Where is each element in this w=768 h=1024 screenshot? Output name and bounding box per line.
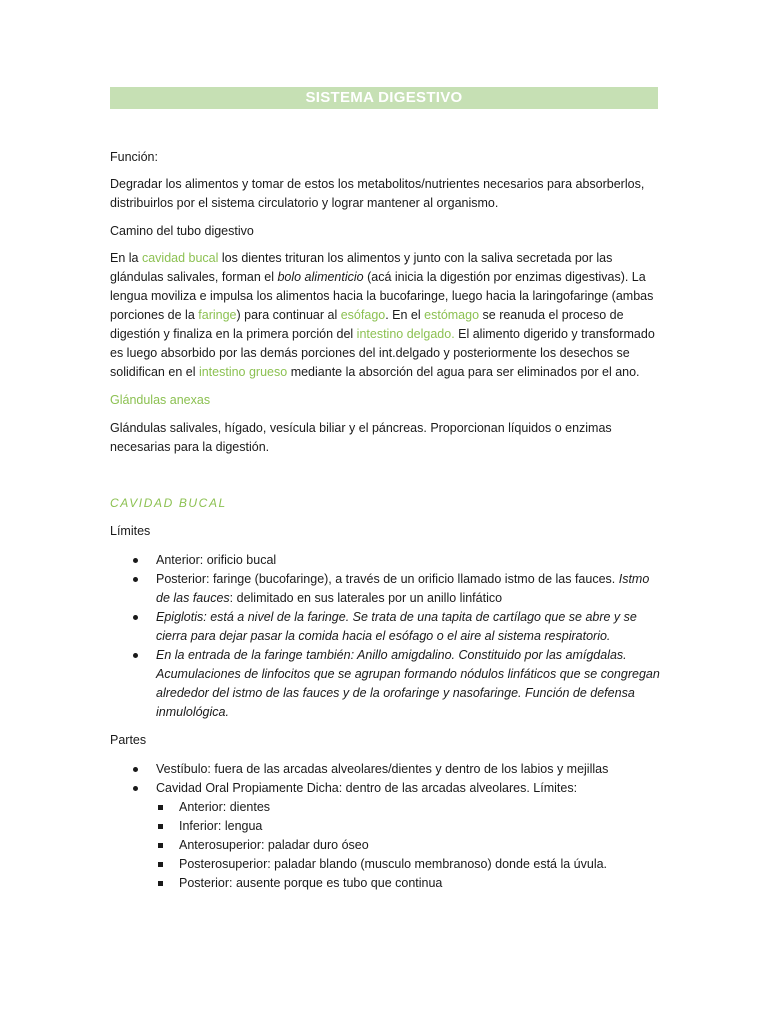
cavidad-oral-limites-list — [110, 798, 660, 893]
term-faringe: faringe — [198, 308, 237, 322]
camino-text: (acá inicia la digestión por enzimas digestivas). La lengua moviliza e impulsa los alimentos hacia la bucofaringe, luego hacia la laringofaringe (ambas porciones de la — [110, 270, 654, 322]
document-title: SISTEMA DIGESTIVO — [110, 87, 658, 109]
camino-paragraph — [110, 249, 660, 382]
term-cavidad-bucal: cavidad bucal — [141, 251, 219, 265]
limites-list — [110, 551, 660, 722]
camino-text: mediante la absorción del agua para ser eliminados por el ano. — [287, 365, 640, 379]
sub-list-item: Posterosuperior: paladar blando (musculo membranoso) donde está la úvula. — [110, 855, 660, 874]
term-esofago: esófago — [340, 308, 386, 322]
list-item: En la entrada de la faringe también: Anillo amigdalino. Constituido por las amígdalas. Acumulaciones de linfocitos que se agrupan formando nódulos linfáticos que se congregan alrededor del istmo de las fauces y de la orofaringe y nasofaringe. Función de defensa inmulológica. — [110, 646, 660, 722]
limites-heading: Límites — [110, 524, 151, 538]
camino-text: los dientes trituran los alimentos y junto con la saliva secretada por las glándulas salivales, forman el — [110, 251, 613, 284]
partes-heading: Partes — [110, 733, 147, 747]
list-item: Cavidad Oral Propiamente Dicha: dentro de las arcadas alveolares. Límites: — [110, 779, 660, 798]
term-bolo-alimenticio: bolo alimenticio — [277, 270, 364, 284]
term-intestino-delgado: intestino delgado. — [356, 327, 455, 341]
funcion-paragraph: Degradar los alimentos y tomar de estos los metabolitos/nutrientes necesarios para absorberlos, distribuirlos por el sistema circulatorio y lograr mantener al organismo. — [110, 177, 645, 210]
list-item: Epiglotis: está a nivel de la faringe. Se trata de una tapita de cartílago que se abre y se cierra para dejar pasar la comida hacia el esófago o el aire al sistema respiratorio. — [110, 608, 660, 646]
document-body — [110, 148, 660, 893]
sub-list-item: Anterosuperior: paladar duro óseo — [110, 836, 660, 855]
camino-text: ) para continuar al — [236, 308, 341, 322]
anexas-heading: Glándulas anexas — [110, 393, 211, 407]
camino-text: se reanuda el proceso de digestión y finaliza en la primera porción del — [110, 308, 624, 341]
anexas-paragraph: Glándulas salivales, hígado, vesícula biliar y el páncreas. Proporcionan líquidos o enzimas necesarias para la digestión. — [110, 421, 612, 454]
list-item: Anterior: orificio bucal — [110, 551, 660, 570]
camino-text: . En el — [385, 308, 425, 322]
list-item: Vestíbulo: fuera de las arcadas alveolares/dientes y dentro de los labios y mejillas — [110, 760, 660, 779]
camino-text: En la — [110, 251, 142, 265]
term-intestino-grueso: intestino grueso — [198, 365, 288, 379]
funcion-heading: Función: — [110, 150, 158, 164]
sub-list-item: Anterior: dientes — [110, 798, 660, 817]
partes-list — [110, 760, 660, 798]
term-istmo: Istmo de las fauces — [156, 572, 650, 605]
camino-heading: Camino del tubo digestivo — [110, 224, 254, 238]
list-item-text: : delimitado en sus laterales por un anillo linfático — [229, 591, 503, 605]
camino-text: El alimento digerido y transformado es luego absorbido por las demás porciones del int.delgado y posteriormente los desechos se solidifican en el — [110, 327, 655, 379]
cavidad-bucal-heading: CAVIDAD BUCAL — [110, 496, 227, 510]
sub-list-item: Posterior: ausente porque es tubo que continua — [110, 874, 660, 893]
term-estomago: estómago — [424, 308, 480, 322]
sub-list-item: Inferior: lengua — [110, 817, 660, 836]
list-item-text: Posterior: faringe (bucofaringe), a través de un orificio llamado istmo de las fauces. — [156, 572, 619, 586]
list-item — [110, 570, 660, 608]
